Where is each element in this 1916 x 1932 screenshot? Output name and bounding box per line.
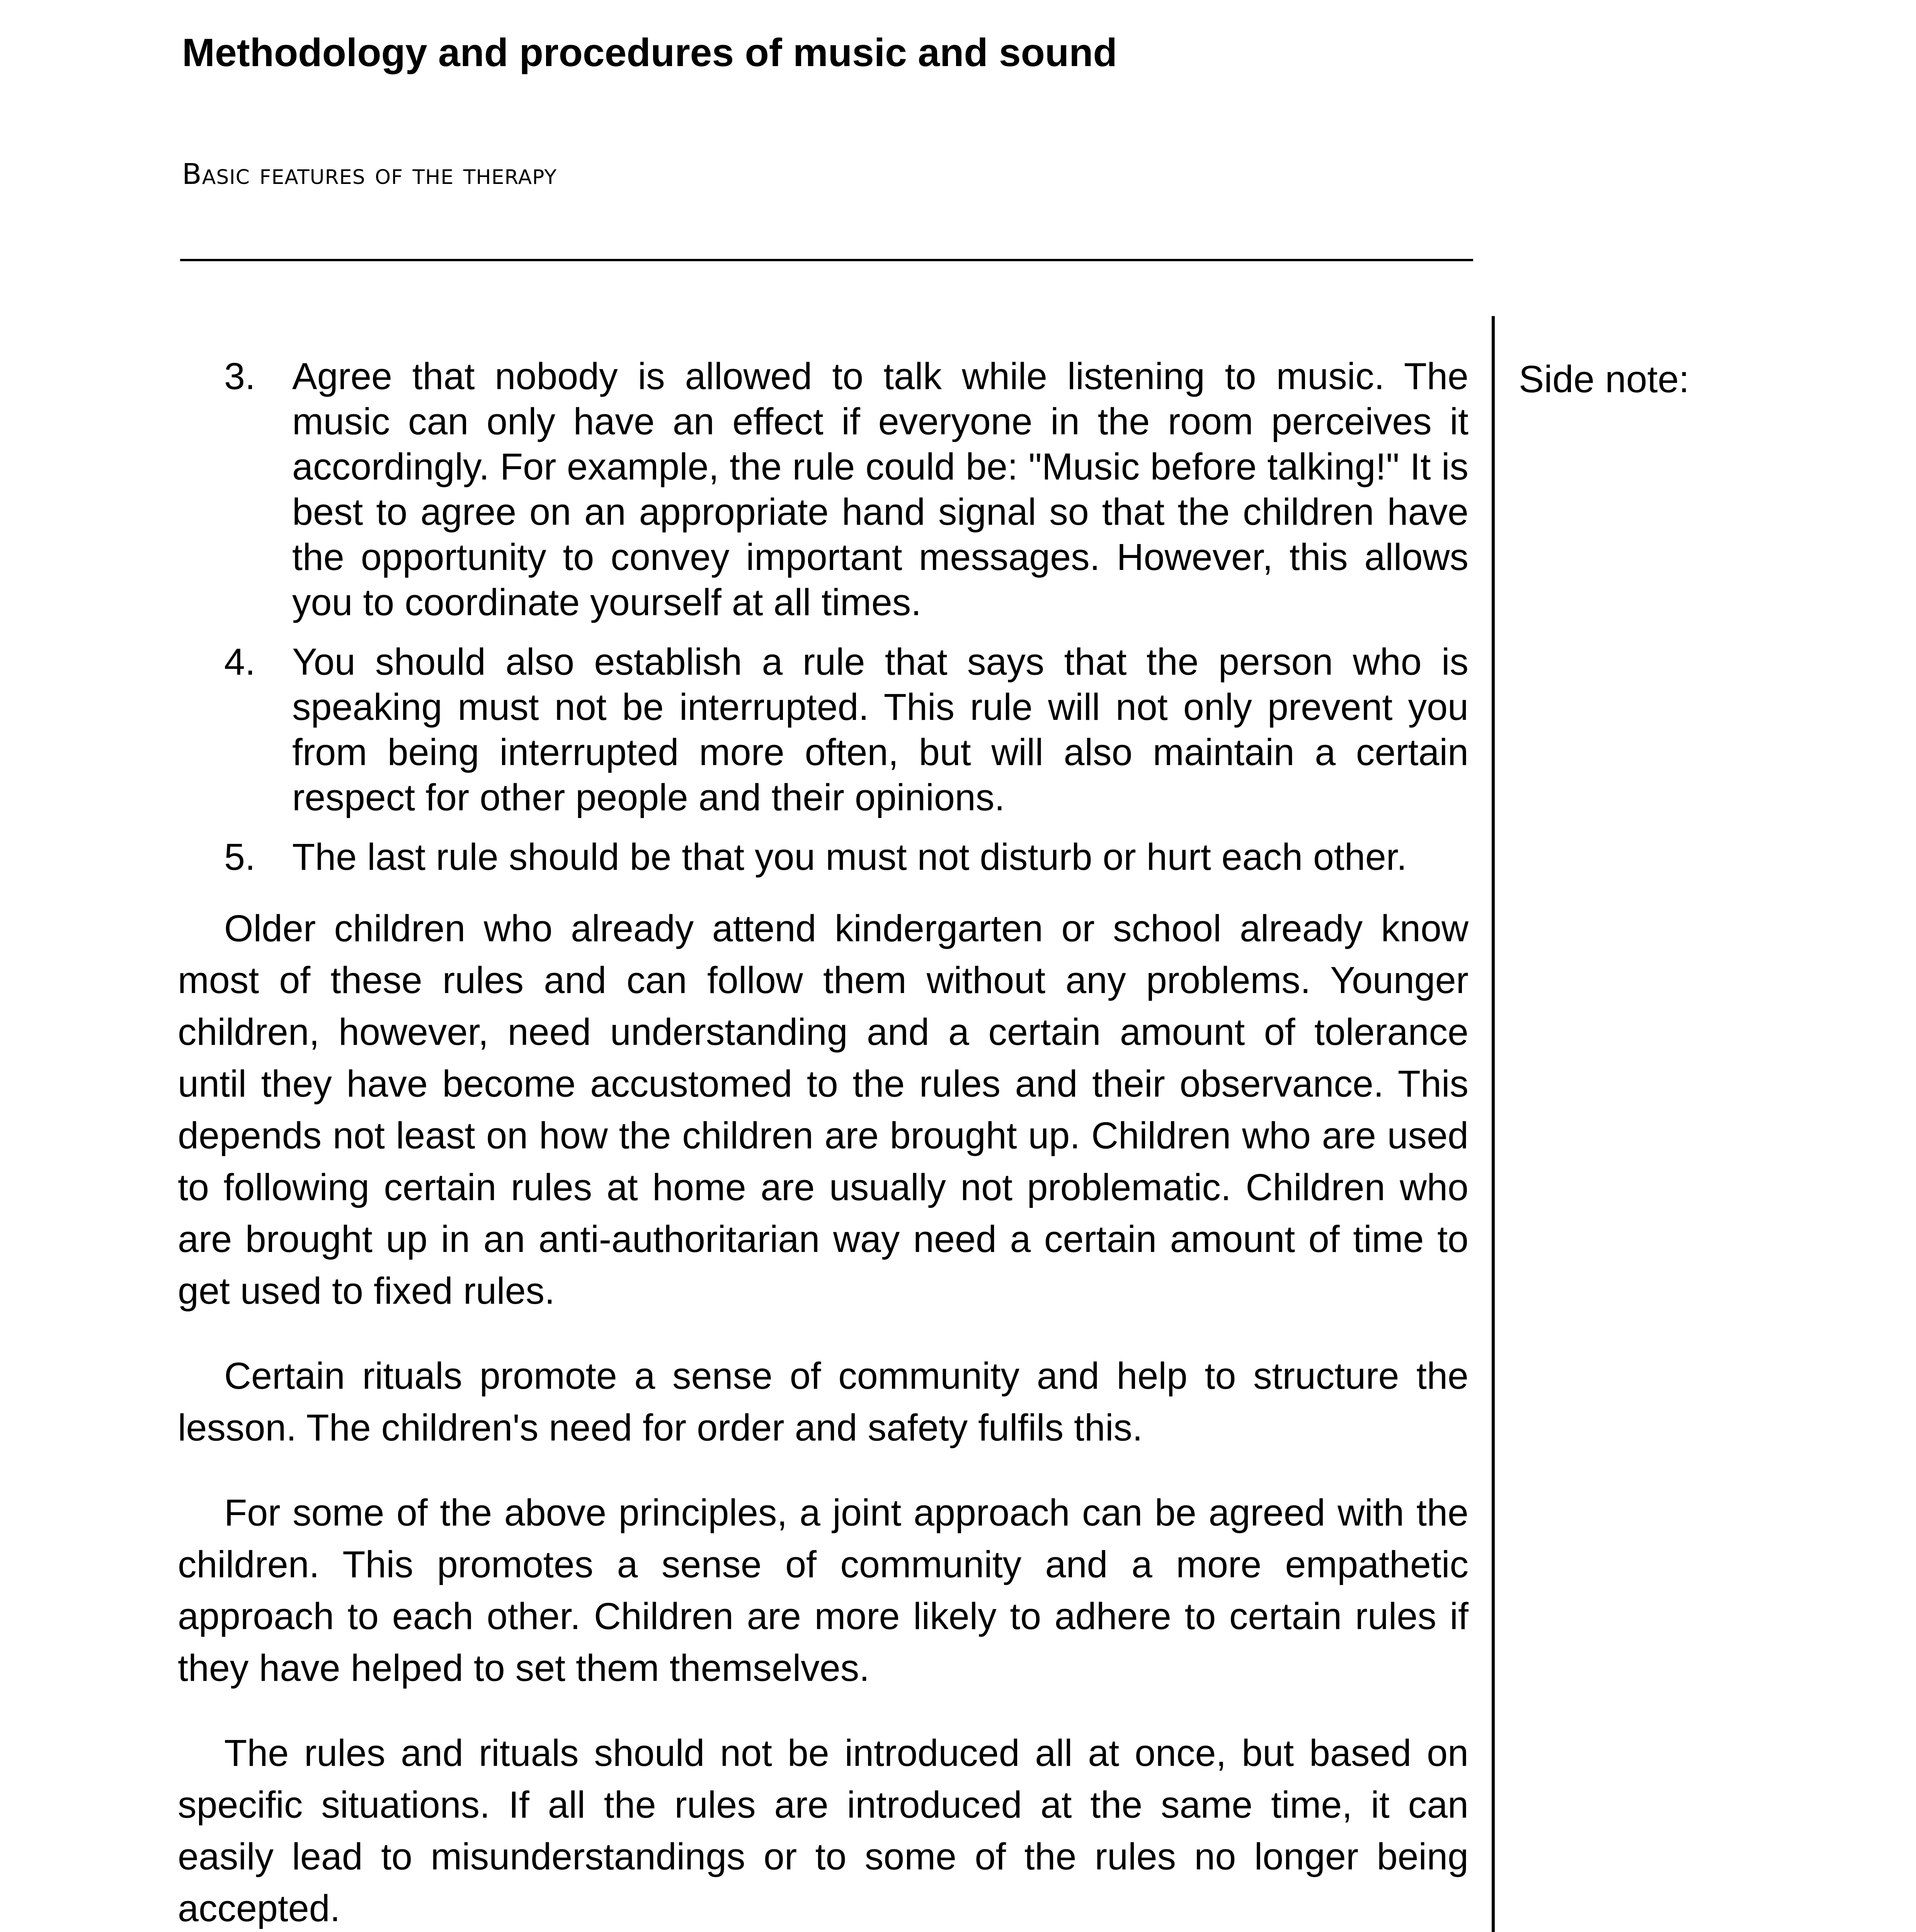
rules-list	[178, 354, 1468, 879]
rule-item	[178, 354, 1468, 625]
rule-text: Agree that nobody is allowed to talk while listening to music. The music can only have an effect if everyone in the room perceives it accordingly. For example, the rule could be: "Music before talking!" It is best to agree on an appropriate hand signal so that the children have the opportunity to convey important messages. However, this allows you to coordinate yourself at all times.	[292, 355, 1468, 623]
body-paragraph: Older children who already attend kindergarten or school already know most of these rules and can follow them without any problems. Younger children, however, need understanding and a certain amount of tolerance until they have become accustomed to the rules and their observance. This depends not least on how the children are brought up. Children who are used to following certain rules at home are usually not problematic. Children who are brought up in an anti-authoritarian way need a certain amount of time to get used to fixed rules.	[178, 907, 1468, 1312]
section-subtitle: Basic features of the therapy	[182, 158, 557, 191]
body-paragraph: The rules and rituals should not be introduced all at once, but based on specific situations. If all the rules are introduced at the same time, it can easily lead to misunderstandings or to some of the rules no longer being accepted.	[178, 1732, 1468, 1929]
header-divider	[180, 259, 1473, 261]
rule-item	[178, 639, 1468, 820]
rule-number: 3.	[224, 355, 255, 397]
body-paragraph: For some of the above principles, a joint approach can be agreed with the children. This promotes a sense of community and a more empathetic approach to each other. Children are more likely to adhere to certain rules if they have helped to set them themselves.	[178, 1492, 1468, 1689]
side-note-label: Side note:	[1519, 358, 1690, 400]
body-paragraph: Certain rituals promote a sense of community and help to structure the lesson. The children's need for order and safety fulfils this.	[178, 1355, 1468, 1449]
rule-number: 4.	[224, 641, 255, 683]
margin-divider	[1492, 316, 1495, 1932]
rule-number: 5.	[224, 836, 255, 878]
rule-text: The last rule should be that you must not disturb or hurt each other.	[292, 836, 1407, 878]
rule-text: You should also establish a rule that says that the person who is speaking must not be interrupted. This rule will not only prevent you from being interrupted more often, but will also maintain a certain respect for other people and their opinions.	[292, 641, 1468, 818]
document-title: Methodology and procedures of music and sound	[182, 31, 1117, 75]
rule-item	[178, 834, 1468, 879]
main-content	[178, 354, 1468, 1932]
